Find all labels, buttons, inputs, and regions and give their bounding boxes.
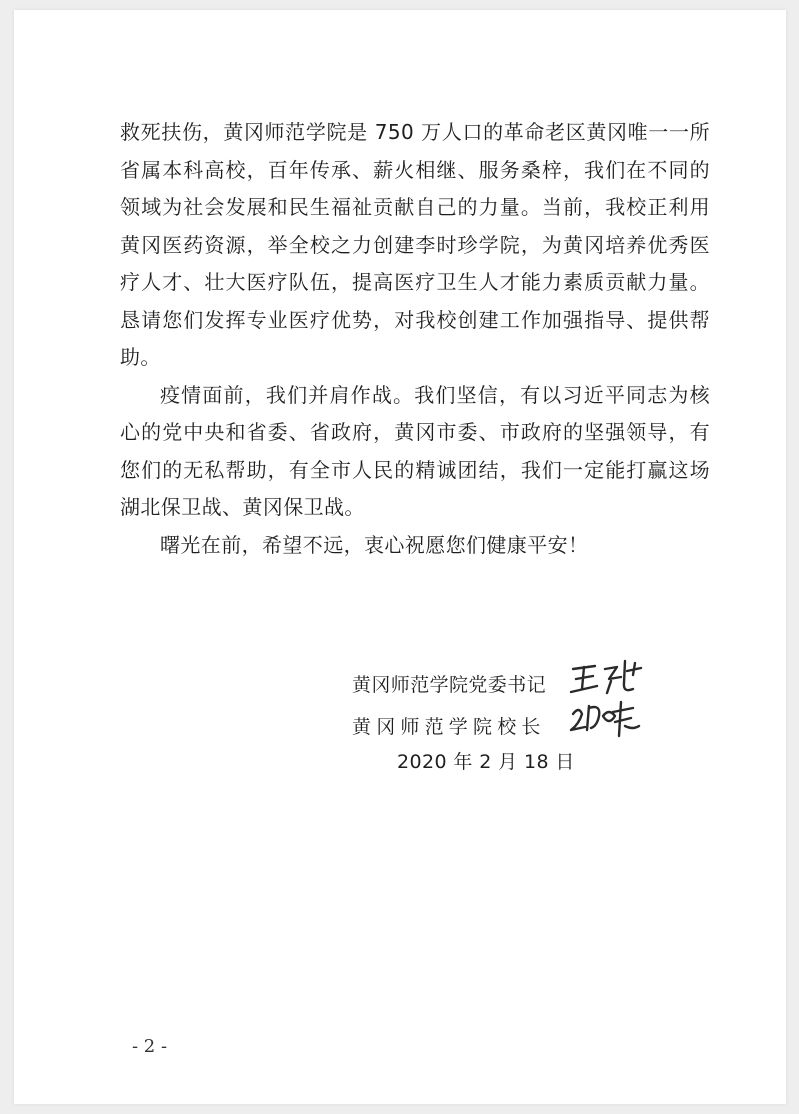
paragraph-continuation: 救死扶伤，黄冈师范学院是 750 万人口的革命老区黄冈唯一一所省属本科高校，百年传承、薪火相继、服务桑梓，我们在不同的领域为社会发展和民生福祉贡献自己的力量。当前，我校正利用黄冈医药资源，举全校之力创建李时珍学院，为黄冈培养优秀医疗人才、壮大医疗队伍，提高医疗卫生人才能力素质贡献力量。恳请您们发挥专业医疗优势，对我校创建工作加强指导、提供帮助。	[120, 120, 710, 369]
page-number: - 2 -	[132, 1036, 168, 1057]
paragraph-closing: 曙光在前，希望不远，衷心祝愿您们健康平安！	[160, 532, 589, 557]
president-title: 黄冈师范学院校长	[352, 716, 546, 738]
paragraph-solidarity: 疫情面前，我们并肩作战。我们坚信，有以习近平同志为核心的党中央和省委、省政府，黄冈市委、市政府的坚强领导，有您们的无私帮助，有全市人民的精诚团结，我们一定能打赢这场湖北保卫战、黄冈保卫战。	[120, 382, 710, 519]
letter-body	[120, 114, 710, 564]
party-secretary-title: 黄冈师范学院党委书记	[352, 674, 547, 696]
letter-date: 2020 年 2 月 18 日	[397, 751, 575, 773]
handwritten-signature-president	[567, 696, 647, 742]
document-page	[14, 10, 786, 1104]
handwritten-signature-secretary	[567, 655, 647, 701]
